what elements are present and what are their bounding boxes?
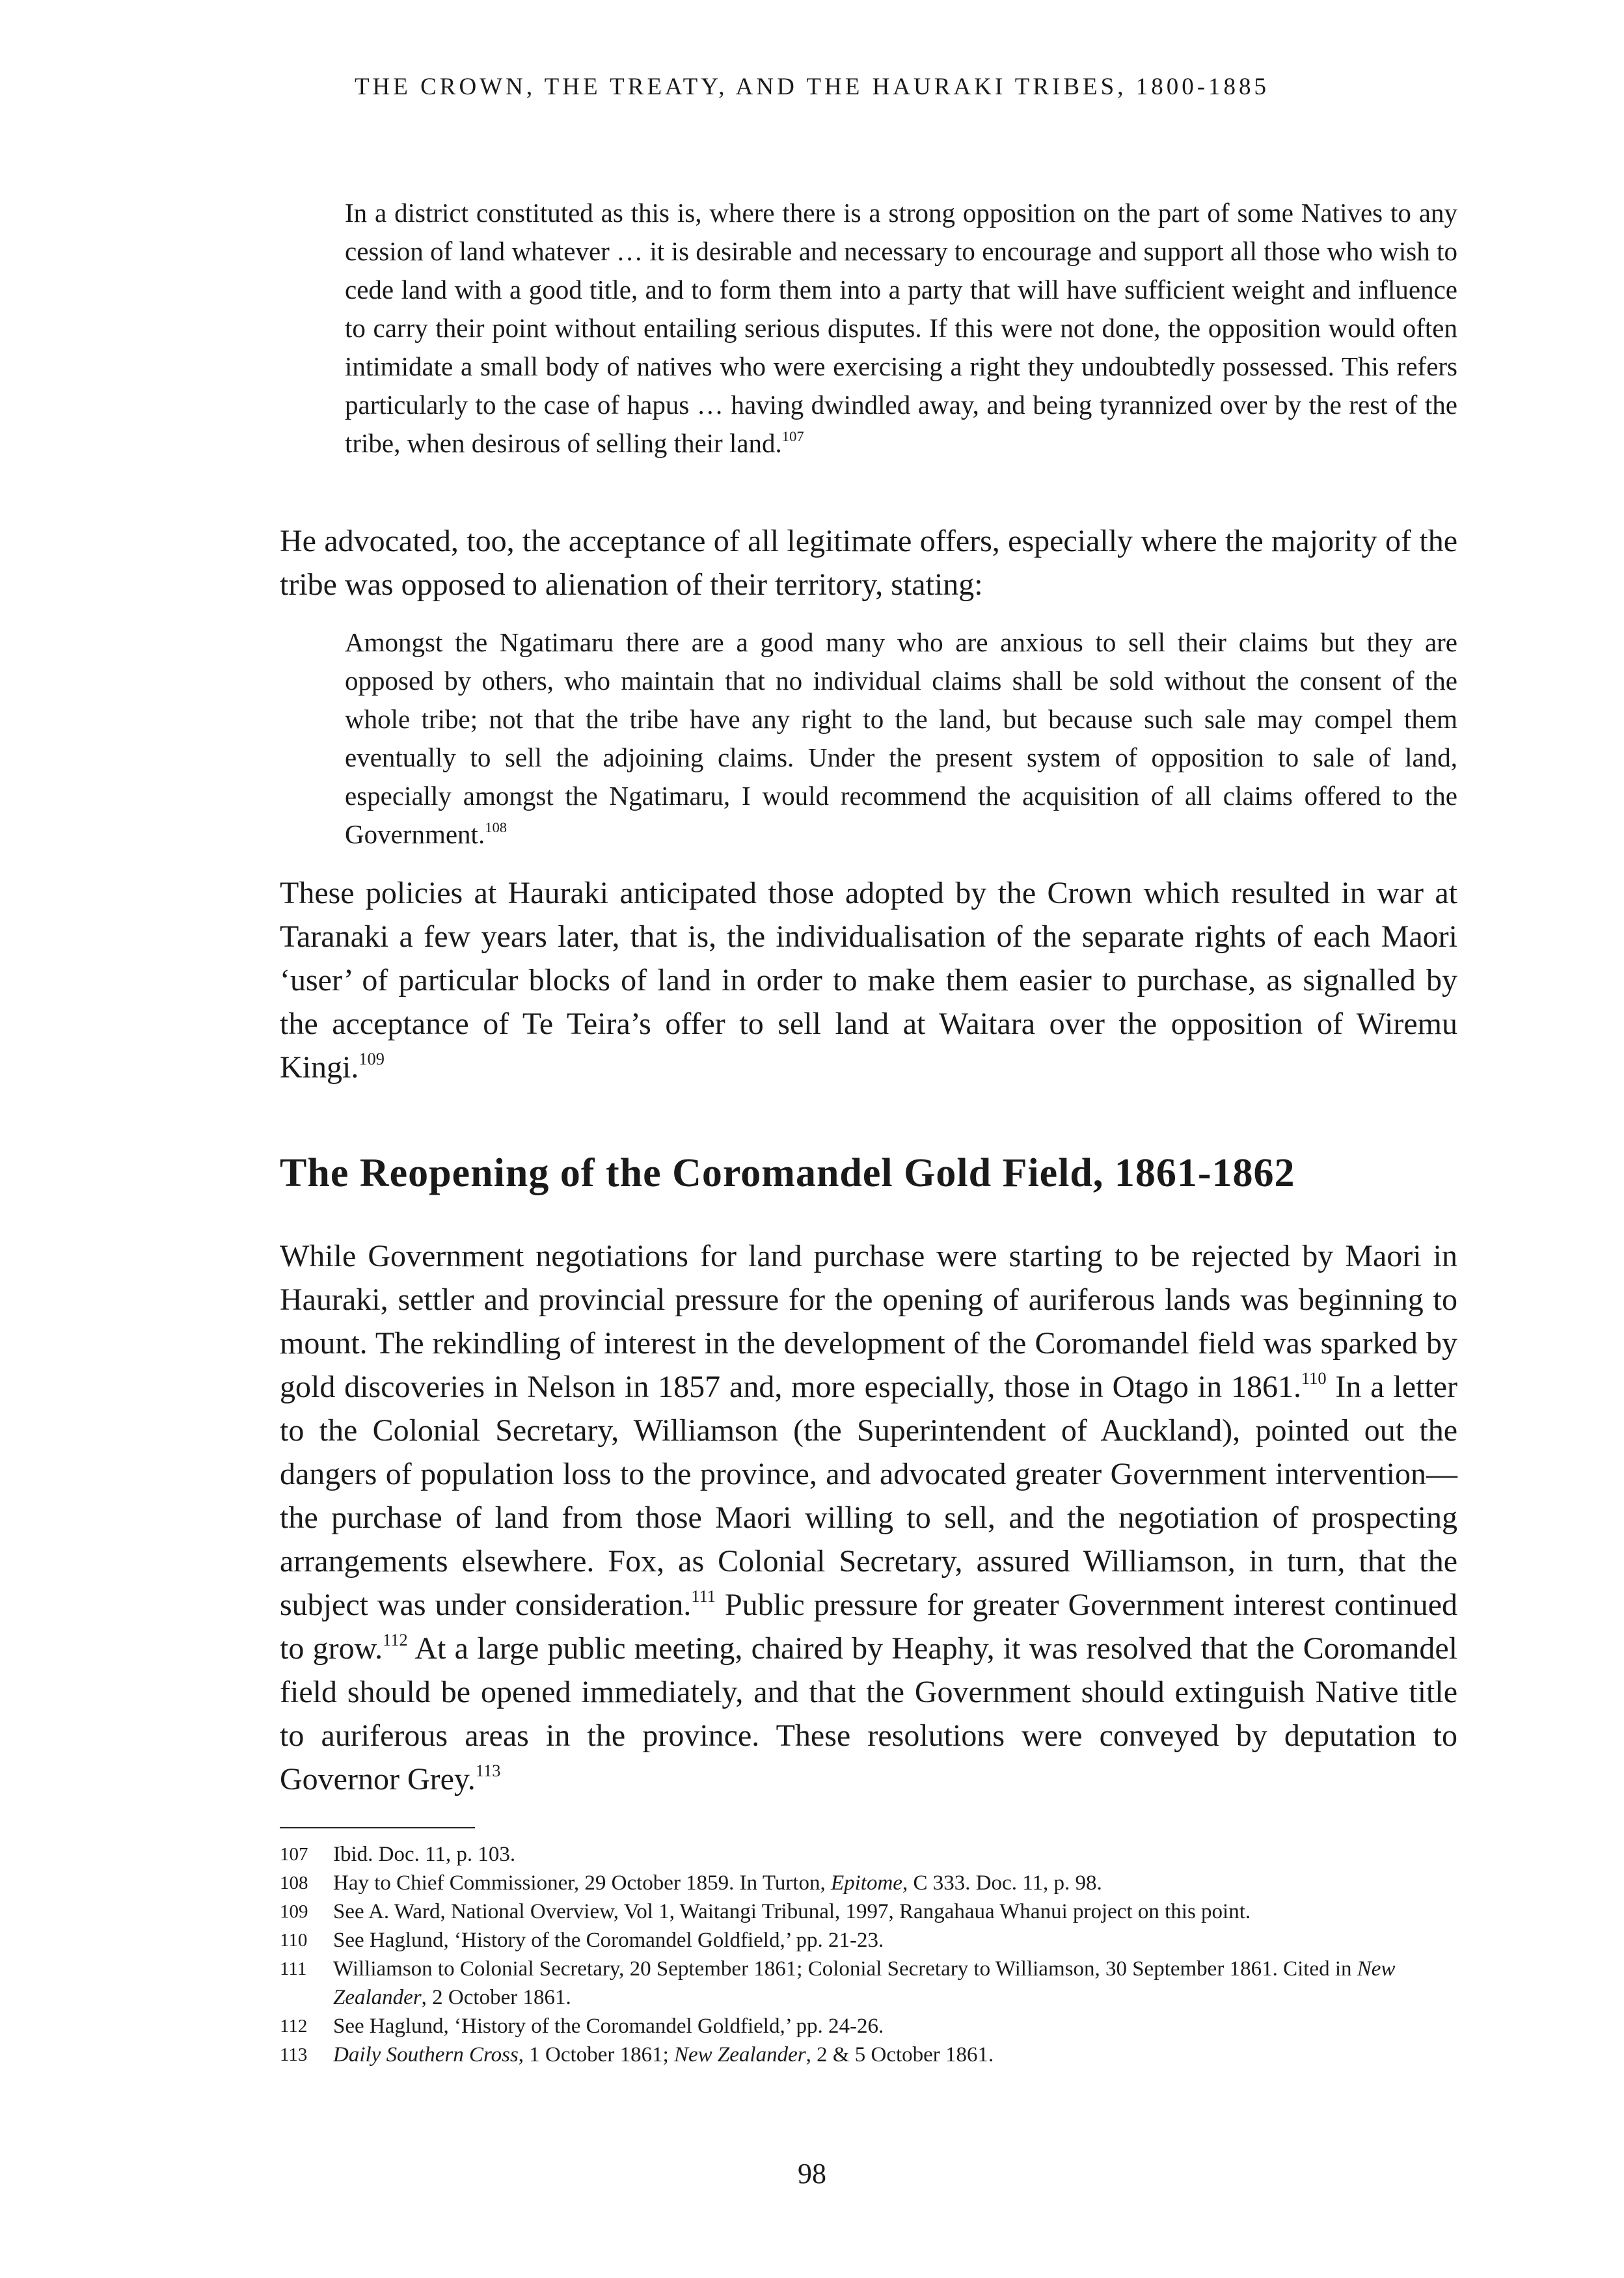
- running-head: THE CROWN, THE TREATY, AND THE HAURAKI TRIBES, 1800-1885: [354, 74, 1270, 100]
- section-heading-block: [280, 1150, 1457, 1197]
- footnote-ref: 110: [1301, 1368, 1327, 1389]
- footnote: [280, 1840, 1470, 1869]
- quote-text: Amongst the Ngatimaru there are a good many who are anxious to sell their claims but they are opposed by others, who maintain that no individual claims shall be sold without the consent of the whole tribe; not that the tribe have any right to the land, but because such sale may compel them eventually to sell the adjoining claims. Under the present system of opposition to sale of land, especially amongst the Ngatimaru, I would recommend the acquisition of all claims offered to the Government.: [345, 627, 1457, 849]
- paragraph-text: In a letter to the Colonial Secretary, Williamson (the Superintendent of Auckland), pointed out the dangers of population loss to the province, and advocated greater Government intervention—the purchase of land from those Maori willing to sell, and the negotiation of prospecting arrangements elsewhere. Fox, as Colonial Secretary, assured Williamson, in turn, that the subject was under consideration.: [280, 1370, 1458, 1622]
- footnote-number: 107: [280, 1844, 308, 1865]
- footnote-text: See Haglund, ‘History of the Coromandel Goldfield,’ pp. 24-26.: [333, 2014, 884, 2038]
- footnote-number: 113: [280, 2044, 308, 2065]
- body-paragraph-2: [280, 871, 1457, 1089]
- page-number: 98: [798, 2158, 826, 2190]
- footnote-ref: 109: [359, 1049, 385, 1069]
- paragraph-text: At a large public meeting, chaired by Heaphy, it was resolved that the Coromandel field should be opened immediately, and that the Government should extinguish Native title to auriferous areas in the province. These resolutions were conveyed by deputation to Governor Grey.: [280, 1631, 1457, 1797]
- footnote: [280, 2012, 1470, 2041]
- body-paragraph-1: [280, 519, 1457, 606]
- quote-text: In a district constituted as this is, where there is a strong opposition on the part of some Natives to any cession of land whatever … it is desirable and necessary to encourage and support all those who wish to cede land with a good title, and to form them into a party that will have sufficient weight and influence to carry their point without entailing serious disputes. If this were not done, the opposition would often intimidate a small body of natives who were exercising a right they undoubtedly possessed. This refers particularly to the case of hapus … having dwindled away, and being tyrannized over by the rest of the tribe, when desirous of selling their land.: [345, 198, 1457, 458]
- footnote: [280, 2041, 1470, 2069]
- footnote-text: Hay to Chief Commissioner, 29 October 1859. In Turton, Epitome, C 333. Doc. 11, p. 98.: [333, 1871, 1102, 1895]
- footnote-number: 108: [280, 1873, 308, 1893]
- footnote-ref: 108: [485, 819, 508, 836]
- paragraph-text: While Government negotiations for land purchase were starting to be rejected by Maori in Hauraki, settler and provincial pressure for the opening of auriferous lands was beginning to mount. The rekindling of interest in the development of the Coromandel field was sparked by gold discoveries in Nelson in 1857 and, more especially, those in Otago in 1861.: [280, 1239, 1457, 1404]
- paragraph-text: He advocated, too, the acceptance of all legitimate offers, especially where the majority of the tribe was opposed to alienation of their territory, stating:: [280, 524, 1457, 602]
- footnote-ref: 112: [383, 1630, 408, 1650]
- footnotes: [280, 1840, 1470, 2069]
- footnote-text: Ibid. Doc. 11, p. 103.: [333, 1843, 516, 1866]
- paragraph-text: Public pressure for greater Government interest continued to grow.: [280, 1588, 1457, 1666]
- footnote-text: Daily Southern Cross, 1 October 1861; New Zealander, 2 & 5 October 1861.: [333, 2043, 994, 2067]
- section-heading: The Reopening of the Coromandel Gold Field, 1861-1862: [280, 1151, 1295, 1195]
- footnote-text: See Haglund, ‘History of the Coromandel Goldfield,’ pp. 21-23.: [333, 1929, 884, 1952]
- block-quote-2: [280, 623, 1457, 854]
- footnote-number: 111: [280, 1959, 307, 1979]
- body-paragraph-3: [280, 1234, 1457, 1801]
- footnote: [280, 1955, 1470, 2012]
- footnote: [280, 1869, 1470, 1897]
- footnote-rule: [280, 1827, 475, 1828]
- block-quote-1: [280, 194, 1457, 463]
- footnote-number: 109: [280, 1901, 308, 1922]
- footnote-number: 112: [280, 2016, 308, 2037]
- footnote: [280, 1926, 1470, 1955]
- footnote-number: 110: [280, 1930, 308, 1951]
- footnote-text: Williamson to Colonial Secretary, 20 September 1861; Colonial Secretary to Williamson, 30 September 1861. Cited in New Zealander, 2 October 1861.: [333, 1957, 1396, 2009]
- footnote-ref: 111: [691, 1586, 716, 1607]
- footnote-text: See A. Ward, National Overview, Vol 1, Waitangi Tribunal, 1997, Rangahaua Whanui project on this point.: [333, 1900, 1251, 1923]
- footnote-ref: 107: [781, 428, 804, 445]
- footnote-ref: 113: [475, 1761, 501, 1781]
- footnote: [280, 1897, 1470, 1926]
- paragraph-text: These policies at Hauraki anticipated those adopted by the Crown which resulted in war at Taranaki a few years later, that is, the individualisation of the separate rights of each Maori ‘user’ of particular blocks of land in order to make them easier to purchase, as signalled by the acceptance of Te Teira’s offer to sell land at Waitara over the opposition of Wiremu Kingi.: [280, 876, 1457, 1085]
